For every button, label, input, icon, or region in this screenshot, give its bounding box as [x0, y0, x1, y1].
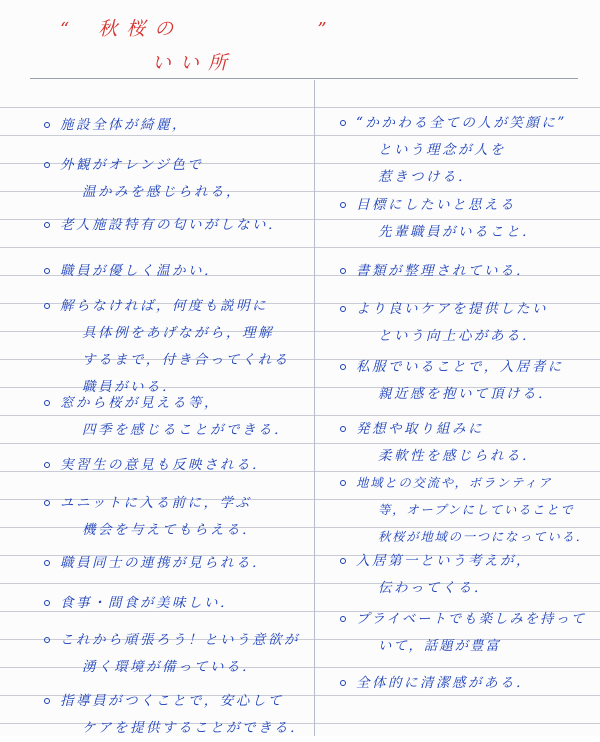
list-item-line: 等，オープンにしていることで	[378, 503, 575, 517]
list-item-line: 惹きつける．	[378, 169, 474, 185]
bullet-icon	[44, 560, 50, 566]
list-item-line: ユニットに入る前に，学ぶ	[60, 495, 252, 511]
list-item-line: 柔軟性を感じられる．	[378, 448, 538, 464]
list-item-line: 地域との交流や，ボランティア	[356, 476, 553, 490]
title-line-1: 秋桜の	[98, 18, 183, 40]
list-item-line: 機会を与えてもらえる．	[82, 522, 258, 538]
bullet-icon	[340, 120, 346, 126]
list-item-line: 職員がいる．	[82, 379, 178, 395]
list-item-line: 施設全体が綺麗，	[60, 117, 188, 133]
list-item	[60, 452, 268, 479]
page-subtitle	[152, 48, 236, 75]
bullet-icon	[340, 306, 346, 312]
bullet-icon	[44, 600, 50, 606]
list-item	[60, 293, 290, 401]
list-item-line: 湧く環境が備っている．	[82, 659, 258, 675]
list-item-line: 実習生の意見も反映される．	[60, 457, 268, 473]
bullet-icon	[340, 268, 346, 274]
list-item	[60, 490, 258, 544]
bullet-icon	[44, 698, 50, 704]
bullet-icon	[340, 480, 346, 486]
bullet-icon	[340, 558, 346, 564]
bullet-icon	[340, 364, 346, 370]
list-item-line: 目標にしたいと思える	[356, 197, 516, 213]
list-item	[60, 627, 300, 681]
list-item-line: 窓から桜が見える等，	[60, 395, 220, 411]
list-item	[60, 550, 268, 577]
list-item-line: “かかわる全ての人が笑顔に”	[356, 115, 567, 131]
title-close-quote: ”	[317, 19, 327, 40]
bullet-icon	[44, 268, 50, 274]
list-item-line: いて，話題が豊富	[378, 639, 501, 654]
list-item-line: 秋桜が地域の一つになっている．	[378, 530, 590, 544]
list-item-line: という向上心がある．	[378, 328, 538, 344]
list-item	[60, 258, 220, 285]
list-item	[356, 354, 564, 408]
list-item	[356, 470, 590, 551]
list-item-line: という理念が人を	[378, 142, 506, 158]
bullet-icon	[44, 500, 50, 506]
list-item	[60, 152, 242, 206]
list-item	[356, 296, 548, 350]
bullet-icon	[44, 303, 50, 309]
list-item-line: 解らなければ，何度も説明に	[60, 298, 268, 314]
bullet-icon	[44, 400, 50, 406]
bullet-icon	[44, 162, 50, 168]
list-item-line: 外観がオレンジ色で	[60, 157, 204, 173]
list-item-line: 老人施設特有の匂いがしない．	[60, 217, 284, 233]
list-item	[60, 590, 236, 617]
list-item-line: 食事・間食が美味しい．	[60, 595, 236, 611]
list-item	[356, 110, 567, 191]
bullet-icon	[340, 680, 346, 686]
list-item-line: 温かみを感じられる，	[82, 184, 242, 200]
title-open-quote: “	[60, 19, 70, 40]
list-item-line: 伝わってくる．	[378, 580, 490, 596]
list-item-line: 入居第一という考えが，	[356, 553, 532, 569]
title-line-2: いい所	[152, 52, 237, 74]
list-item	[356, 606, 586, 660]
bullet-icon	[44, 222, 50, 228]
list-item-line: 発想や取り組みに	[356, 421, 484, 437]
column-divider	[314, 80, 315, 736]
bullet-icon	[44, 122, 50, 128]
list-item-line: 全体的に清潔感がある．	[356, 675, 532, 691]
list-item-line: これから頑張ろう！という意欲が	[60, 632, 300, 648]
list-item-line: 具体例をあげながら，理解	[82, 325, 274, 341]
bullet-icon	[340, 616, 346, 622]
bullet-icon	[44, 637, 50, 643]
list-item-line: プライベートでも楽しみを持って	[356, 612, 587, 627]
list-item-line: 指導員がつくことで，安心して	[60, 693, 284, 709]
list-item	[356, 670, 532, 697]
list-item-line: より良いケアを提供したい	[356, 301, 548, 317]
list-item	[60, 390, 290, 444]
list-item	[60, 688, 306, 742]
list-item	[60, 212, 284, 239]
list-item-line: ケアを提供することができる．	[82, 720, 306, 736]
bullet-icon	[340, 426, 346, 432]
page-title	[60, 14, 327, 41]
list-item-line: するまで，付き合ってくれる	[82, 352, 290, 368]
list-item	[356, 192, 538, 246]
list-item	[60, 112, 188, 139]
list-item	[356, 416, 538, 470]
header-rule	[30, 78, 578, 79]
list-item-line: 職員同士の連携が見られる．	[60, 555, 268, 571]
list-item-line: 書類が整理されている．	[356, 263, 532, 279]
list-item-line: 私服でいることで，入居者に	[356, 359, 564, 375]
list-item-line: 職員が優しく温かい．	[60, 263, 220, 279]
list-item-line: 親近感を抱いて頂ける．	[378, 386, 554, 402]
list-item	[356, 548, 532, 602]
list-item-line: 四季を感じることができる．	[82, 422, 290, 438]
list-item-line: 先輩職員がいること．	[378, 224, 538, 240]
bullet-icon	[44, 462, 50, 468]
bullet-icon	[340, 202, 346, 208]
list-item	[356, 258, 532, 285]
